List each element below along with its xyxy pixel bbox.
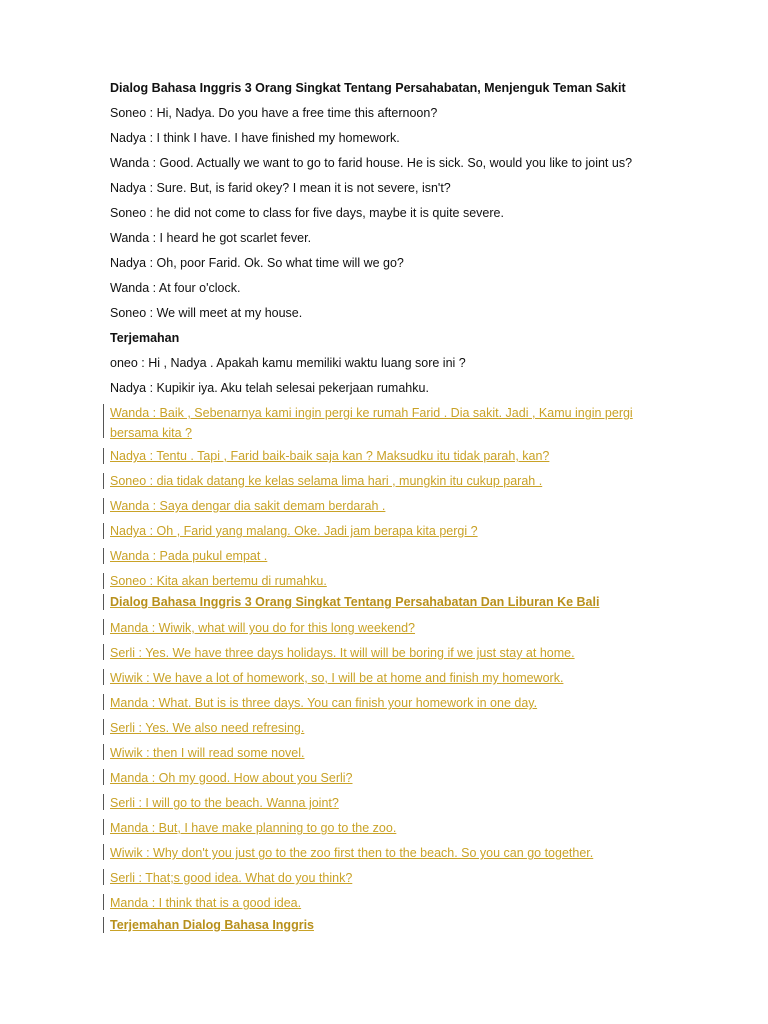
change-bar xyxy=(103,844,104,860)
translation-link[interactable]: Nadya : Oh , Farid yang malang. Oke. Jadi jam berapa kita pergi ? xyxy=(110,524,478,538)
dialog-link[interactable]: Wiwik : Why don't you just go to the zoo first then to the beach. So you can go together. xyxy=(110,846,594,860)
translation-link[interactable]: Wanda : Baik , Sebenarnya kami ingin pergi ke rumah Farid . Dia sakit. Jadi , Kamu ingin pergi bersama kita ? xyxy=(110,406,633,440)
change-bar xyxy=(103,473,104,489)
dialog-link[interactable]: Manda : What. But is is three days. You can finish your homework in one day. xyxy=(110,696,538,710)
change-bar xyxy=(103,819,104,835)
dialog1-title: Dialog Bahasa Inggris 3 Orang Singkat Tentang Persahabatan, Menjenguk Teman Sakit xyxy=(110,81,626,95)
dialog-line: Soneo : he did not come to class for five days, maybe it is quite severe. xyxy=(110,206,504,220)
dialog-line: Nadya : Sure. But, is farid okey? I mean it is not severe, isn't? xyxy=(110,181,451,195)
dialog-link[interactable]: Manda : But, I have make planning to go to the zoo. xyxy=(110,821,397,835)
dialog-line: Nadya : I think I have. I have finished my homework. xyxy=(110,131,400,145)
translation-line: Nadya : Kupikir iya. Aku telah selesai pekerjaan rumahku. xyxy=(110,381,429,395)
change-bar xyxy=(103,448,104,464)
dialog-link[interactable]: Manda : Wiwik, what will you do for this long weekend? xyxy=(110,621,416,635)
change-bar xyxy=(103,794,104,810)
translation-link[interactable]: Soneo : Kita akan bertemu di rumahku. xyxy=(110,574,327,588)
dialog-line: Soneo : We will meet at my house. xyxy=(110,306,303,320)
change-bar xyxy=(103,523,104,539)
dialog2-title[interactable]: Dialog Bahasa Inggris 3 Orang Singkat Tentang Persahabatan Dan Liburan Ke Bali xyxy=(110,595,600,609)
dialog-line: Wanda : I heard he got scarlet fever. xyxy=(110,231,312,245)
change-bar xyxy=(103,869,104,885)
change-bar xyxy=(103,769,104,785)
dialog-link[interactable]: Manda : I think that is a good idea. xyxy=(110,896,302,910)
translation2-heading[interactable]: Terjemahan Dialog Bahasa Inggris xyxy=(110,918,314,932)
dialog-link[interactable]: Serli : I will go to the beach. Wanna joint? xyxy=(110,796,339,810)
change-bar xyxy=(103,744,104,760)
change-bar xyxy=(103,894,104,910)
dialog-line: Nadya : Oh, poor Farid. Ok. So what time will we go? xyxy=(110,256,404,270)
dialog-link[interactable]: Serli : Yes. We also need refresing. xyxy=(110,721,305,735)
translation-link[interactable]: Wanda : Pada pukul empat . xyxy=(110,549,268,563)
change-bar xyxy=(103,548,104,564)
dialog-line: Wanda : Good. Actually we want to go to farid house. He is sick. So, would you like to joint us? xyxy=(110,156,633,170)
change-bar xyxy=(103,669,104,685)
dialog-link[interactable]: Wiwik : then I will read some novel. xyxy=(110,746,305,760)
dialog-link[interactable]: Manda : Oh my good. How about you Serli? xyxy=(110,771,353,785)
change-bar xyxy=(103,694,104,710)
translation-link[interactable]: Wanda : Saya dengar dia sakit demam berdarah . xyxy=(110,499,386,513)
dialog-line: Soneo : Hi, Nadya. Do you have a free time this afternoon? xyxy=(110,106,438,120)
change-bar xyxy=(103,404,104,438)
change-bar xyxy=(103,498,104,514)
change-bar xyxy=(103,917,104,933)
dialog-link[interactable]: Wiwik : We have a lot of homework, so, I will be at home and finish my homework. xyxy=(110,671,564,685)
change-bar xyxy=(103,573,104,589)
change-bar xyxy=(103,594,104,610)
translation-link[interactable]: Soneo : dia tidak datang ke kelas selama lima hari , mungkin itu cukup parah . xyxy=(110,474,543,488)
change-bar xyxy=(103,644,104,660)
dialog-link[interactable]: Serli : Yes. We have three days holidays. It will will be boring if we just stay at home. xyxy=(110,646,575,660)
translation-line: oneo : Hi , Nadya . Apakah kamu memiliki waktu luang sore ini ? xyxy=(110,356,466,370)
change-bar xyxy=(103,619,104,635)
dialog-line: Wanda : At four o'clock. xyxy=(110,281,241,295)
translation-heading: Terjemahan xyxy=(110,331,180,345)
dialog-link[interactable]: Serli : That;s good idea. What do you think? xyxy=(110,871,353,885)
change-bar xyxy=(103,719,104,735)
translation-link[interactable]: Nadya : Tentu . Tapi , Farid baik-baik saja kan ? Maksudku itu tidak parah, kan? xyxy=(110,449,550,463)
